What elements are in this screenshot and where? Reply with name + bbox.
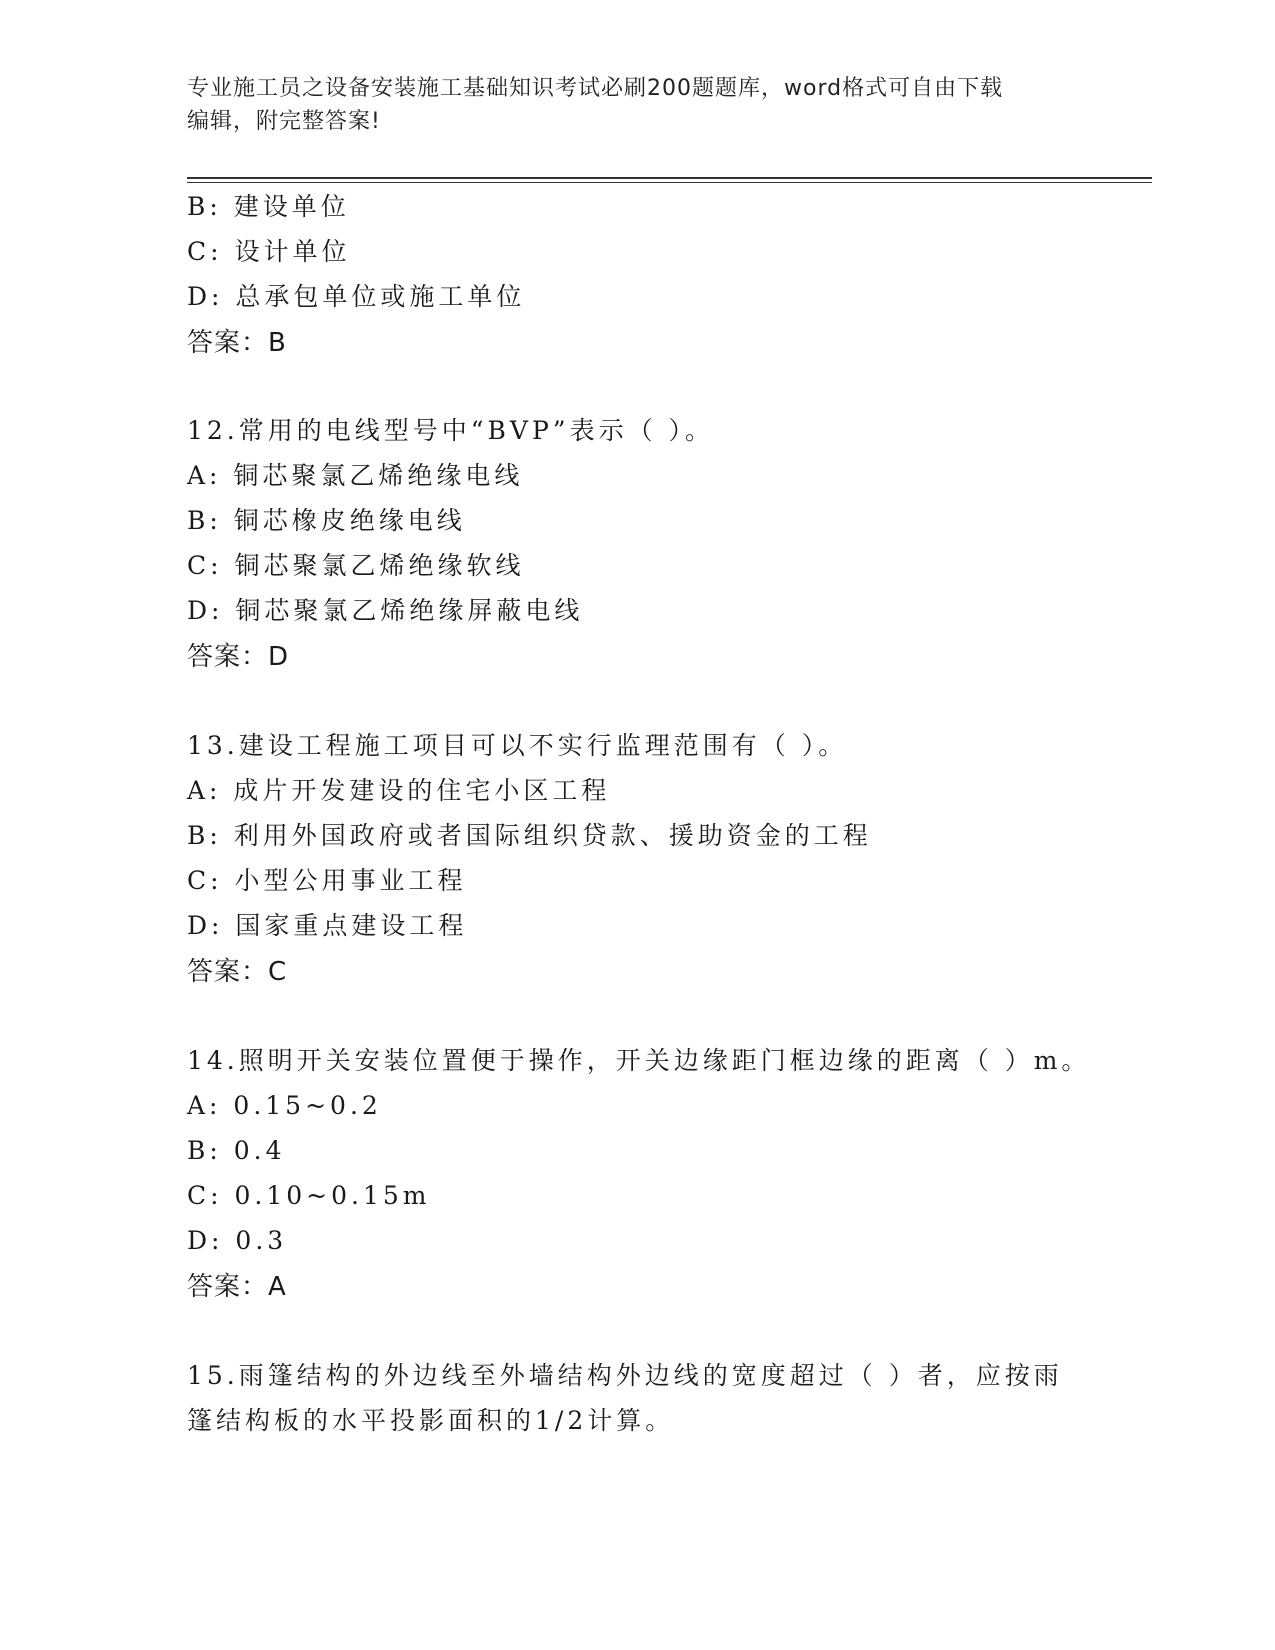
option-a: A: 成片开发建设的住宅小区工程	[187, 776, 611, 805]
answer: 答案：A	[187, 1272, 287, 1302]
question-12: 12.常用的电线型号中“BVP”表示（ ）。	[187, 416, 715, 445]
option-c: C: 设计单位	[187, 237, 351, 266]
question-14: 14.照明开关安装位置便于操作，开关边缘距门框边缘的距离（ ）m。	[187, 1046, 1091, 1075]
option-b: B: 0.4	[187, 1136, 286, 1165]
option-b: B: 铜芯橡皮绝缘电线	[187, 506, 466, 535]
header-line-2: 编辑，附完整答案!	[187, 109, 381, 134]
answer: 答案：D	[187, 642, 290, 672]
option-a: A: 铜芯聚氯乙烯绝缘电线	[187, 461, 524, 490]
option-a: A: 0.15~0.2	[187, 1091, 382, 1120]
question-13: 13.建设工程施工项目可以不实行监理范围有（ ）。	[187, 731, 848, 760]
option-d: D: 总承包单位或施工单位	[187, 282, 526, 311]
header-line-1: 专业施工员之设备安装施工基础知识考试必刷200题题库，word格式可自由下载	[187, 76, 1004, 101]
option-d: D: 国家重点建设工程	[187, 911, 468, 940]
option-c: C: 小型公用事业工程	[187, 866, 467, 895]
answer: 答案：B	[187, 328, 287, 358]
option-c: C: 铜芯聚氯乙烯绝缘软线	[187, 551, 525, 580]
option-d: D: 0.3	[187, 1226, 288, 1255]
document-header	[187, 72, 1087, 138]
option-c: C: 0.10~0.15m	[187, 1181, 431, 1210]
answer: 答案：C	[187, 957, 288, 987]
option-b: B: 利用外国政府或者国际组织贷款、援助资金的工程	[187, 821, 872, 850]
option-b: B: 建设单位	[187, 192, 350, 221]
question-15: 15.雨篷结构的外边线至外墙结构外边线的宽度超过（ ）者，应按雨	[187, 1361, 1063, 1390]
option-d: D: 铜芯聚氯乙烯绝缘屏蔽电线	[187, 596, 584, 625]
header-divider	[187, 177, 1152, 179]
header-divider-thin	[187, 182, 1152, 183]
question-15-continued: 篷结构板的水平投影面积的1/2计算。	[187, 1406, 675, 1435]
